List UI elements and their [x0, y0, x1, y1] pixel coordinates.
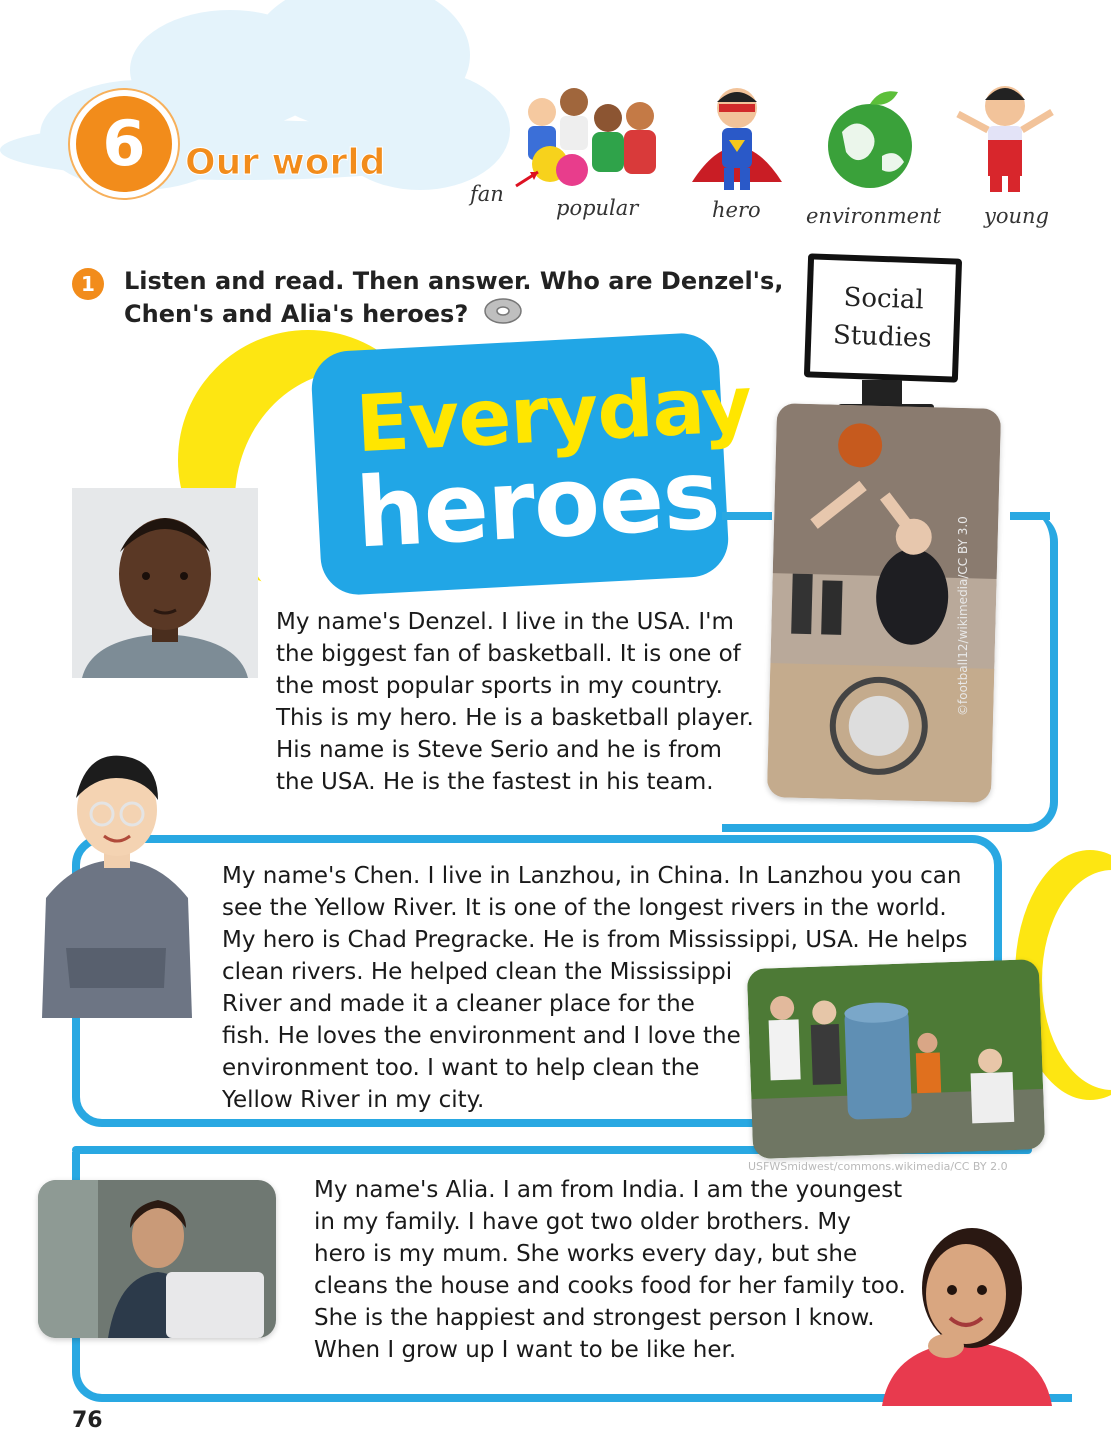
headline-line-1: Everyday	[353, 359, 754, 471]
chen-portrait	[36, 748, 198, 1018]
page-number: 76	[72, 1408, 103, 1433]
subject-line-2: Studies	[832, 320, 933, 354]
alia-portrait	[876, 1196, 1058, 1406]
subject-label	[810, 260, 956, 377]
story-line: My name's Alia. I am from India. I am the youngest	[314, 1177, 903, 1203]
globe-leaves-icon	[820, 86, 920, 196]
story-line: His name is Steve Serio and he is from	[276, 737, 722, 763]
vocab-word-hero: hero	[712, 198, 761, 222]
headline-line-2: heroes	[353, 438, 722, 570]
vocab-word-popular: popular	[556, 196, 639, 220]
denzel-story	[276, 606, 754, 798]
river-cleanup-photo	[747, 959, 1045, 1159]
cd-icon[interactable]	[483, 297, 523, 333]
story-line: in my family. I have got two older brothers. My	[314, 1209, 851, 1235]
story-line: the most popular sports in my country.	[276, 673, 723, 699]
story-line: see the Yellow River. It is one of the longest rivers in the world.	[222, 895, 947, 921]
exercise-instruction	[124, 266, 784, 333]
story-line: the USA. He is the fastest in his team.	[276, 769, 714, 795]
young-boy-icon	[950, 82, 1060, 202]
story-line: My name's Chen. I live in Lanzhou, in China. In Lanzhou you can	[222, 863, 962, 889]
story-line: River and made it a cleaner place for the	[222, 991, 695, 1017]
basketball-photo-credit: ©football12/wikimedia/CC BY 3.0	[956, 516, 970, 716]
vocab-word-environment: environment	[806, 204, 942, 228]
story-line: environment too. I want to help clean the	[222, 1055, 700, 1081]
exercise-number: 1	[72, 268, 104, 300]
subject-monitor	[804, 253, 962, 382]
vocab-word-fan: fan	[470, 182, 504, 206]
exercise-instruction-text: Listen and read. Then answer. Who are Denzel's, Chen's and Alia's heroes?	[124, 267, 784, 328]
story-line: She is the happiest and strongest person I know.	[314, 1305, 875, 1331]
story-line: My hero is Chad Pregracke. He is from Mississippi, USA. He helps	[222, 927, 968, 953]
story-line: Yellow River in my city.	[222, 1087, 485, 1113]
mum-laptop-photo	[38, 1180, 276, 1338]
unit-number-badge: 6	[70, 90, 178, 198]
story-line: When I grow up I want to be like her.	[314, 1337, 737, 1363]
superhero-icon	[672, 82, 802, 204]
story-line: cleans the house and cooks food for her family too.	[314, 1273, 906, 1299]
story-line: hero is my mum. She works every day, but she	[314, 1241, 858, 1267]
story-line: clean rivers. He helped clean the Mississippi	[222, 959, 733, 985]
denzel-portrait	[72, 488, 258, 678]
story-line: My name's Denzel. I live in the USA. I'm	[276, 609, 734, 635]
vocab-word-young: young	[984, 204, 1049, 228]
river-photo-credit: USFWSmidwest/commons.wikimedia/CC BY 2.0	[748, 1160, 1008, 1173]
alia-story	[314, 1174, 906, 1366]
story-line: This is my hero. He is a basketball player.	[276, 705, 754, 731]
fans-group-icon	[512, 86, 672, 202]
subject-line-1: Social	[843, 282, 925, 316]
unit-title: Our world	[185, 142, 386, 183]
story-line: fish. He loves the environment and I love the	[222, 1023, 741, 1049]
story-line: the biggest fan of basketball. It is one of	[276, 641, 741, 667]
